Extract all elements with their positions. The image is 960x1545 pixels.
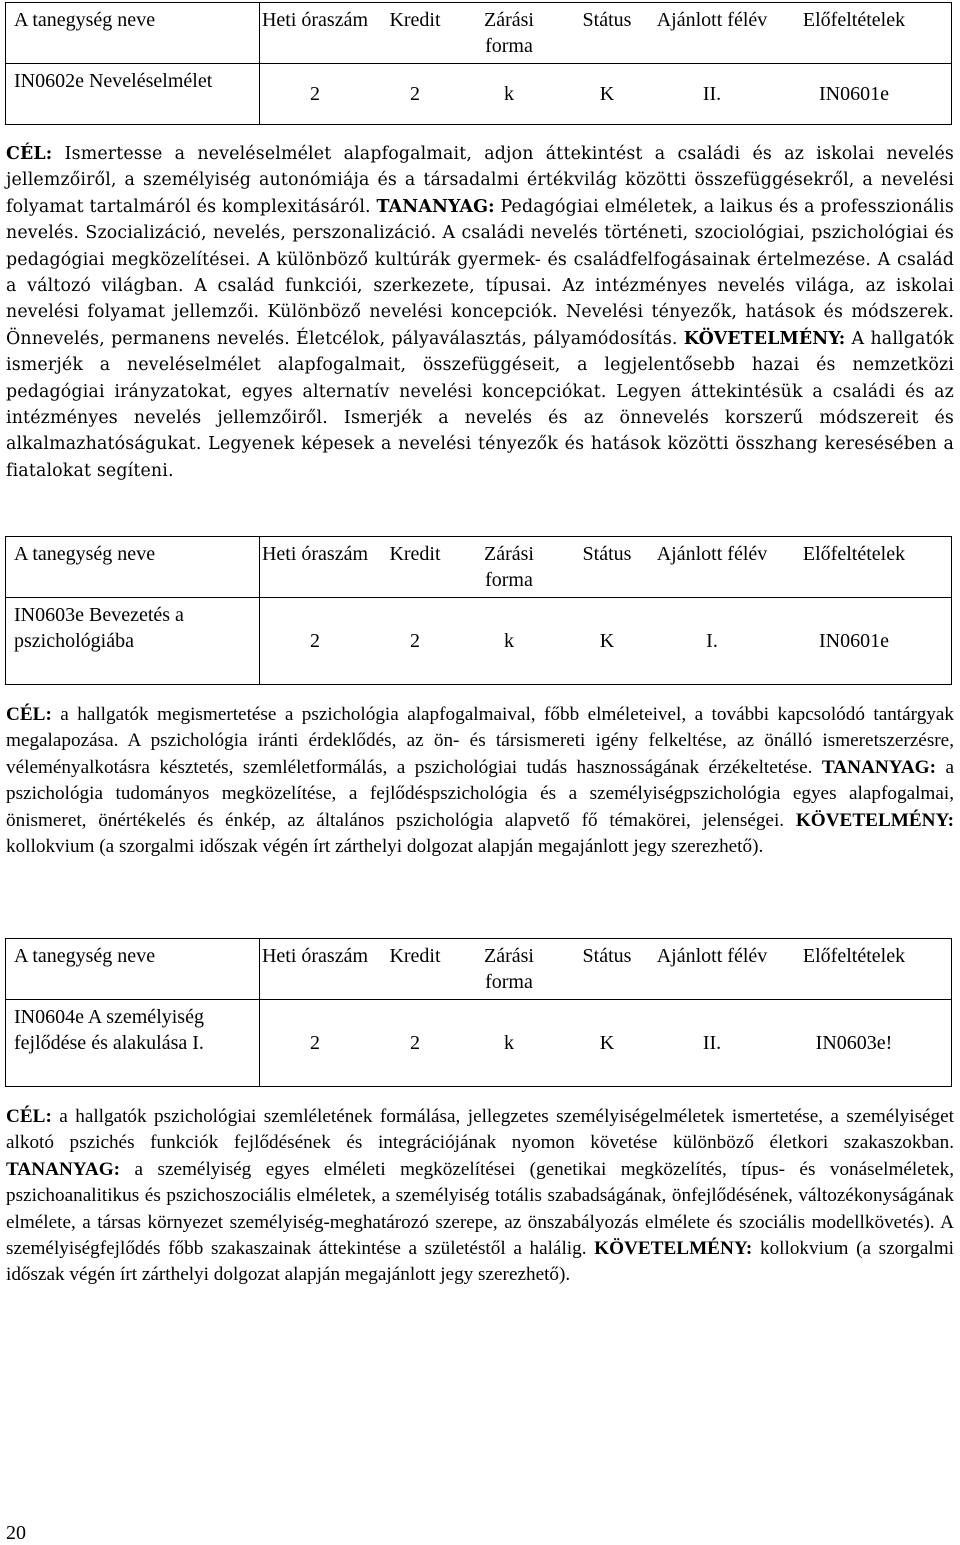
course-table-3 bbox=[5, 938, 952, 1087]
table-row bbox=[6, 64, 952, 125]
header-prereq: Előfeltételek bbox=[802, 945, 906, 967]
header-name: A tanegység neve bbox=[6, 939, 260, 1000]
goal-text: a hallgatók pszichológiai szemléletének formálása, jellegzetes személyiségelméletek ismertetése, a személyiséget alkotó pszichés funkciók fejlődésének és integrációjának nyomon követése különböző életkori szakaszokban. bbox=[6, 1106, 954, 1154]
header-prereq: Előfeltételek bbox=[802, 543, 906, 565]
goal-text: a hallgatók megismertetése a pszichológia alapfogalmaival, főbb elméleteivel, a további kapcsolódó tantárgyak megalapozása. A pszichológia iránti érdeklődés, az ön- és társismereti igény felkeltése, az önálló ismeretszerzésre, véleményalkotásra késztetés, szemléletformálás, a pszichológiai tudás hasznosságának érzékeltetése. bbox=[6, 704, 954, 778]
course-prereq: IN0601e bbox=[819, 83, 889, 105]
page-number: 20 bbox=[6, 1522, 26, 1544]
course-credit: 2 bbox=[410, 630, 420, 652]
course-exam: k bbox=[504, 630, 514, 652]
content-label: TANANYAG: bbox=[6, 1158, 121, 1180]
header-hours: Heti óraszám bbox=[261, 9, 369, 31]
header-semester: Ajánlott félév bbox=[656, 543, 768, 565]
header-status: Státus bbox=[582, 9, 632, 31]
course-table-1 bbox=[5, 2, 952, 125]
table-header-row bbox=[6, 3, 952, 64]
course-semester: II. bbox=[702, 83, 722, 105]
course-hours: 2 bbox=[310, 630, 320, 652]
content-text: a pszichológia tudományos megközelítése, a fejlődéspszichológia és a személyiségpszichológia egyes alapfogalmai, önismeret, önértékelés és énkép, az általános pszichológia alapvető fő témakörei, jelenségei. bbox=[6, 756, 955, 831]
course-hours: 2 bbox=[310, 83, 320, 105]
course-name: IN0603e Bevezetés a pszichológiába bbox=[6, 598, 260, 685]
goal-label: CÉL: bbox=[6, 704, 52, 725]
table-header-row bbox=[6, 939, 952, 1000]
course-status: K bbox=[599, 1032, 615, 1054]
course-name: IN0604e A személyiség fejlődése és alakulása I. bbox=[6, 1000, 260, 1087]
header-credit: Kredit bbox=[389, 9, 441, 31]
course-prereq: IN0601e bbox=[819, 630, 889, 652]
header-credit: Kredit bbox=[389, 945, 441, 967]
requirement-label: KÖVETELMÉNY: bbox=[683, 328, 846, 349]
table-row bbox=[6, 1000, 952, 1087]
content-text: Pedagógiai elméletek, a laikus és a professzionális nevelés. Szocializáció, nevelés, perszonalizáció. A családi nevelés történeti, szociológiai, pszichológiai és pedagógiai megközelítései. A különböző kultúrák gyermek- és családfelfogásainak értelmezése. A család a változó világban. A család funkciói, szerkezete, típusai. Az intézményes nevelés világa, az iskolai nevelési folyamat jellemzői. Különböző nevelési koncepciók. Nevelési tényezők, hatások és módszerek. Önnevelés, permanens nevelés. Életcélok, pályaválasztás, pályamódosítás. bbox=[6, 196, 954, 349]
header-exam: Zárási forma bbox=[484, 945, 534, 993]
header-semester: Ajánlott félév bbox=[656, 9, 768, 31]
course-semester: II. bbox=[702, 1032, 722, 1054]
course-exam: k bbox=[504, 83, 514, 105]
header-name: A tanegység neve bbox=[6, 3, 260, 64]
header-exam: Zárási forma bbox=[484, 9, 534, 57]
content-text: a személyiség egyes elméleti megközelítései (genetikai megközelítés, típus- és vonáselméletek, pszichoanalitikus és pszichoszociális elméletek, a személyiség totális szabadságának, önfejlődésének, változékonyságának elmélete, a társas környezet személyiség-meghatározó szerepe, az önszabályozás elmélete és szociális modellkövetés). A személyiségfejlődés főbb szakaszainak áttekintése a születéstől a halálig. bbox=[6, 1158, 955, 1260]
course-description-2 bbox=[6, 702, 954, 860]
requirement-label: KÖVETELMÉNY: bbox=[795, 809, 954, 831]
header-hours: Heti óraszám bbox=[261, 945, 369, 967]
table-row bbox=[6, 598, 952, 685]
course-table-2 bbox=[5, 536, 952, 685]
course-name: IN0602e Neveléselmélet bbox=[6, 64, 260, 125]
course-credit: 2 bbox=[410, 1032, 420, 1054]
requirement-label: KÖVETELMÉNY: bbox=[594, 1238, 753, 1260]
course-credit: 2 bbox=[410, 83, 420, 105]
course-status: K bbox=[599, 83, 615, 105]
requirement-text: kollokvium (a szorgalmi időszak végén írt zárthelyi dolgozat alapján megajánlott jegy szerezhető). bbox=[6, 1238, 954, 1286]
content-label: TANANYAG: bbox=[821, 756, 936, 778]
header-status: Státus bbox=[582, 543, 632, 565]
course-description-3 bbox=[6, 1104, 954, 1289]
goal-label: CÉL: bbox=[6, 1106, 52, 1127]
header-credit: Kredit bbox=[389, 543, 441, 565]
course-exam: k bbox=[504, 1032, 514, 1054]
header-name: A tanegység neve bbox=[6, 537, 260, 598]
header-hours: Heti óraszám bbox=[261, 543, 369, 565]
header-status: Státus bbox=[582, 945, 632, 967]
requirement-text: kollokvium (a szorgalmi időszak végén írt zárthelyi dolgozat alapján megajánlott jegy szerezhető). bbox=[6, 836, 764, 858]
course-description-1 bbox=[6, 141, 954, 484]
course-prereq: IN0603e! bbox=[815, 1032, 893, 1054]
header-exam: Zárási forma bbox=[484, 543, 534, 591]
table-header-row bbox=[6, 537, 952, 598]
goal-label: CÉL: bbox=[6, 144, 53, 164]
course-status: K bbox=[599, 630, 615, 652]
header-prereq: Előfeltételek bbox=[802, 9, 906, 31]
course-semester: I. bbox=[706, 630, 718, 652]
content-label: TANANYAG: bbox=[376, 196, 495, 217]
requirement-text: A hallgatók ismerjék a neveléselmélet alapfogalmait, összefüggéseit, a legjelentősebb hazai és nemzetközi pedagógiai irányzatokat, egyes alternatív nevelési koncepciókat. Legyen áttekintésük a családi és az intézményes nevelés jellemzőiről. Ismerjék a nevelés és az önnevelés korszerű módszereit és alkalmazhatóságukat. Legyenek képesek a nevelési tényezők és hatások közötti összhang keresésében a fiatalokat segíteni. bbox=[6, 328, 954, 481]
goal-text: Ismertesse a neveléselmélet alapfogalmait, adjon áttekintést a családi és az iskolai nevelés jellemzőiről, a személyiség autonómiája és a társadalmi értékvilág közötti összefüggésekről, a nevelési folyamat tartalmáról és komplexitásáról. bbox=[6, 144, 954, 217]
course-hours: 2 bbox=[310, 1032, 320, 1054]
header-semester: Ajánlott félév bbox=[656, 945, 768, 967]
